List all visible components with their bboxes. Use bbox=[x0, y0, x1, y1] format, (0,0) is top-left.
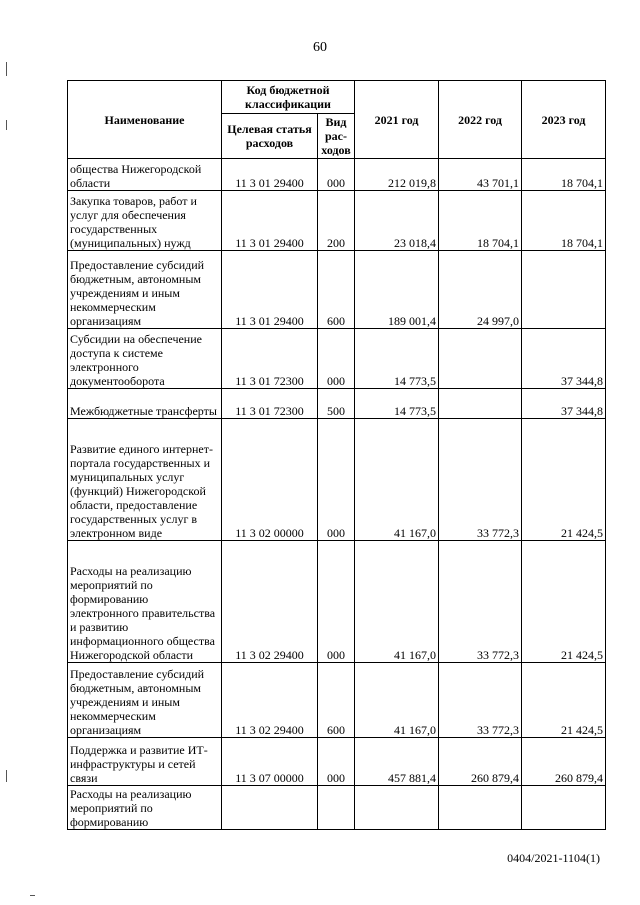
header-year-2021: 2021 год bbox=[355, 81, 439, 159]
row-y2021: 41 167,0 bbox=[355, 541, 439, 663]
row-y2022: 43 701,1 bbox=[439, 159, 522, 191]
row-y2022 bbox=[439, 786, 522, 830]
page-number: 60 bbox=[313, 40, 327, 55]
row-y2022 bbox=[439, 329, 522, 389]
row-y2023: 21 424,5 bbox=[522, 541, 606, 663]
row-type: 200 bbox=[318, 191, 355, 251]
scan-edge-mark bbox=[30, 895, 35, 896]
row-y2023: 21 424,5 bbox=[522, 419, 606, 541]
row-name: Закупка товаров, работ и услуг для обеспечения государственных (муниципальных) нужд bbox=[68, 191, 222, 251]
row-y2023: 37 344,8 bbox=[522, 389, 606, 419]
row-y2021: 41 167,0 bbox=[355, 663, 439, 738]
document-code: 0404/2021-1104(1) bbox=[507, 851, 600, 865]
row-y2023: 21 424,5 bbox=[522, 663, 606, 738]
row-type: 000 bbox=[318, 541, 355, 663]
row-y2021: 14 773,5 bbox=[355, 389, 439, 419]
row-type: 000 bbox=[318, 329, 355, 389]
row-y2022 bbox=[439, 389, 522, 419]
row-target: 11 3 02 00000 bbox=[222, 419, 318, 541]
table-row bbox=[68, 251, 606, 329]
row-y2021: 41 167,0 bbox=[355, 419, 439, 541]
header-target-article: Целевая статья расходов bbox=[222, 114, 318, 159]
row-type: 000 bbox=[318, 159, 355, 191]
table-row bbox=[68, 541, 606, 663]
row-name: Межбюджетные трансферты bbox=[68, 389, 222, 419]
row-target: 11 3 01 72300 bbox=[222, 389, 318, 419]
row-y2021: 457 881,4 bbox=[355, 738, 439, 786]
row-y2023: 18 704,1 bbox=[522, 159, 606, 191]
table-row bbox=[68, 329, 606, 389]
table-row bbox=[68, 663, 606, 738]
header-code-group: Код бюджетной классификации bbox=[222, 81, 355, 114]
row-y2023: 37 344,8 bbox=[522, 329, 606, 389]
budget-table bbox=[67, 80, 606, 830]
row-y2023 bbox=[522, 786, 606, 830]
table-row bbox=[68, 786, 606, 830]
row-target: 11 3 01 29400 bbox=[222, 191, 318, 251]
row-type bbox=[318, 786, 355, 830]
table-row bbox=[68, 191, 606, 251]
row-name: общества Нижегородской области bbox=[68, 159, 222, 191]
header-year-2022: 2022 год bbox=[439, 81, 522, 159]
row-name: Поддержка и развитие ИТ-инфраструктуры и сетей связи bbox=[68, 738, 222, 786]
row-target: 11 3 07 00000 bbox=[222, 738, 318, 786]
row-y2022: 24 997,0 bbox=[439, 251, 522, 329]
row-y2023 bbox=[522, 251, 606, 329]
row-type: 000 bbox=[318, 419, 355, 541]
row-target: 11 3 02 29400 bbox=[222, 541, 318, 663]
table-row bbox=[68, 159, 606, 191]
row-y2021: 189 001,4 bbox=[355, 251, 439, 329]
row-target: 11 3 01 72300 bbox=[222, 329, 318, 389]
row-type: 600 bbox=[318, 663, 355, 738]
header-year-2023: 2023 год bbox=[522, 81, 606, 159]
row-y2023: 260 879,4 bbox=[522, 738, 606, 786]
table-row bbox=[68, 419, 606, 541]
table-row bbox=[68, 389, 606, 419]
row-y2022: 33 772,3 bbox=[439, 541, 522, 663]
row-target: 11 3 02 29400 bbox=[222, 663, 318, 738]
row-y2021: 212 019,8 bbox=[355, 159, 439, 191]
row-type: 600 bbox=[318, 251, 355, 329]
row-type: 000 bbox=[318, 738, 355, 786]
row-name: Субсидии на обеспечение доступа к системе электронного документооборота bbox=[68, 329, 222, 389]
row-name: Предоставление субсидий бюджетным, автономным учреждениям и иным некоммерческим организациям bbox=[68, 251, 222, 329]
row-y2022: 18 704,1 bbox=[439, 191, 522, 251]
row-target: 11 3 01 29400 bbox=[222, 251, 318, 329]
row-name: Предоставление субсидий бюджетным, автономным учреждениям и иным некоммерческим организациям bbox=[68, 663, 222, 738]
row-y2022: 260 879,4 bbox=[439, 738, 522, 786]
header-name: Наименование bbox=[68, 81, 222, 159]
row-y2022: 33 772,3 bbox=[439, 419, 522, 541]
row-name: Расходы на реализацию мероприятий по формированию электронного правительства и развитию информационного общества Нижегородской области bbox=[68, 541, 222, 663]
scan-edge-mark bbox=[6, 120, 7, 130]
row-y2023: 18 704,1 bbox=[522, 191, 606, 251]
row-type: 500 bbox=[318, 389, 355, 419]
row-y2021: 14 773,5 bbox=[355, 329, 439, 389]
row-y2021: 23 018,4 bbox=[355, 191, 439, 251]
scan-edge-mark bbox=[6, 62, 7, 76]
row-name: Развитие единого интернет-портала государственных и муниципальных услуг (функций) Нижегородской области, предоставление государственных услуг в электронном виде bbox=[68, 419, 222, 541]
scan-edge-mark bbox=[6, 770, 7, 782]
row-y2022: 33 772,3 bbox=[439, 663, 522, 738]
table-row bbox=[68, 738, 606, 786]
row-target: 11 3 01 29400 bbox=[222, 159, 318, 191]
row-target bbox=[222, 786, 318, 830]
row-name: Расходы на реализацию мероприятий по формированию bbox=[68, 786, 222, 830]
header-expense-type: Вид рас-ходов bbox=[318, 114, 355, 159]
row-y2021 bbox=[355, 786, 439, 830]
